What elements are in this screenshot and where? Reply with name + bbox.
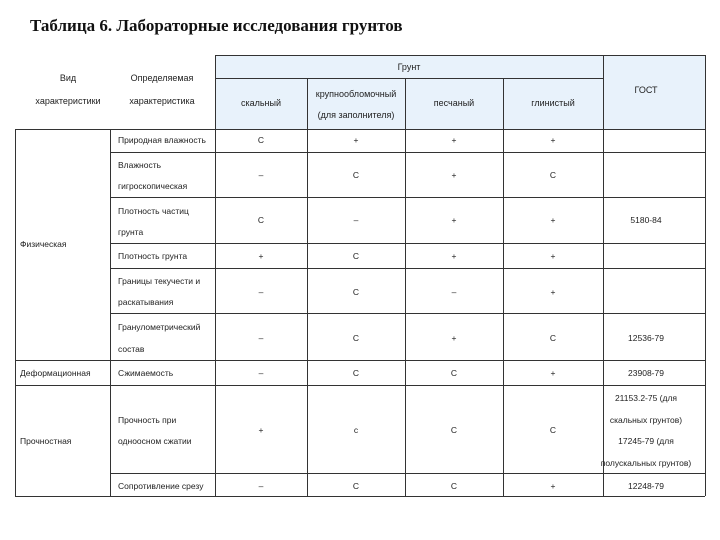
row-8-clayey: + [550, 481, 556, 491]
row-2-char-line2: грунта [118, 227, 144, 237]
row-3-char: Плотность грунта [118, 251, 188, 261]
header-clayey: глинистый [531, 98, 575, 108]
row-2-coarse: – [353, 215, 359, 225]
row-5-char-line2: состав [118, 344, 145, 354]
row-5-char-line1: Гранулометрический [118, 322, 201, 332]
row-3-sandy: + [451, 251, 457, 261]
row-7-rocky: + [258, 425, 264, 435]
row-2-char-line1: Плотность частиц [118, 206, 189, 216]
row-8-sandy: С [450, 481, 458, 491]
row-6-char: Сжимаемость [118, 368, 174, 378]
row-7-gost-line3: 17245-79 (для [618, 436, 674, 446]
row-2-clayey: + [550, 215, 556, 225]
row-6-sandy: С [450, 368, 458, 378]
row-0-char: Природная влажность [118, 135, 206, 145]
row-2-sandy: + [451, 215, 457, 225]
header-sandy: песчаный [433, 98, 475, 108]
row-0-clayey: + [550, 135, 556, 145]
header-shading [215, 55, 705, 130]
row-6-rocky: – [258, 368, 264, 378]
row-6-gost: 23908-79 [628, 368, 664, 378]
header-coarse-line2: (для заполнителя) [317, 110, 395, 120]
row-2-rocky: С [257, 215, 265, 225]
row-4-clayey: + [550, 287, 556, 297]
row-8-char: Сопротивление срезу [118, 481, 204, 491]
header-rocky: скальный [240, 98, 282, 108]
row-7-clayey: С [549, 425, 557, 435]
page-title: Таблица 6. Лабораторные исследования грунтов [30, 16, 403, 35]
row-3-rocky: + [258, 251, 264, 261]
row-8-rocky: – [258, 481, 264, 491]
header-opr-line1: Определяемая [130, 73, 194, 83]
row-7-gost-line4: полускальных грунтов) [600, 458, 692, 468]
row-4-char-line2: раскатывания [118, 297, 174, 307]
row-5-sandy: + [451, 333, 457, 343]
row-2-gost: 5180-84 [630, 215, 662, 225]
header-vid-line1: Вид [59, 73, 77, 83]
row-1-rocky: – [258, 170, 264, 180]
row-5-gost: 12536-79 [628, 333, 664, 343]
row-4-rocky: – [258, 287, 264, 297]
row-0-sandy: + [451, 135, 457, 145]
row-4-coarse: С [352, 287, 360, 297]
group-strength: Прочностная [20, 436, 72, 446]
row-1-char-line1: Влажность [118, 160, 162, 170]
header-gost: ГОСТ [634, 85, 658, 95]
header-opr-line2: характеристика [129, 96, 195, 106]
row-3-coarse: С [352, 251, 360, 261]
row-1-sandy: + [451, 170, 457, 180]
row-1-char-line2: гигроскопическая [118, 181, 188, 191]
row-8-coarse: С [352, 481, 360, 491]
row-7-char-line1: Прочность при [118, 415, 177, 425]
row-5-clayey: С [549, 333, 557, 343]
row-8-gost: 12248-79 [628, 481, 664, 491]
row-0-coarse: + [353, 135, 359, 145]
row-1-coarse: С [352, 170, 360, 180]
header-grunt: Грунт [397, 62, 421, 72]
row-3-clayey: + [550, 251, 556, 261]
header-vid-line2: характеристики [35, 96, 101, 106]
row-1-clayey: С [549, 170, 557, 180]
row-6-coarse: С [352, 368, 360, 378]
row-4-char-line1: Границы текучести и [118, 276, 201, 286]
row-4-sandy: – [451, 287, 457, 297]
row-7-coarse: с [353, 425, 359, 435]
row-5-rocky: – [258, 333, 264, 343]
row-7-gost-line1: 21153.2-75 (для [614, 393, 678, 403]
row-0-rocky: С [257, 135, 265, 145]
header-coarse-line1: крупнообломочный [315, 89, 397, 99]
row-5-coarse: С [352, 333, 360, 343]
group-physical: Физическая [20, 239, 67, 249]
row-7-gost-line2: скальных грунтов) [609, 415, 683, 425]
row-6-clayey: + [550, 368, 556, 378]
row-7-sandy: С [450, 425, 458, 435]
row-7-char-line2: одноосном сжатии [118, 436, 192, 446]
group-deform: Деформационная [20, 368, 91, 378]
